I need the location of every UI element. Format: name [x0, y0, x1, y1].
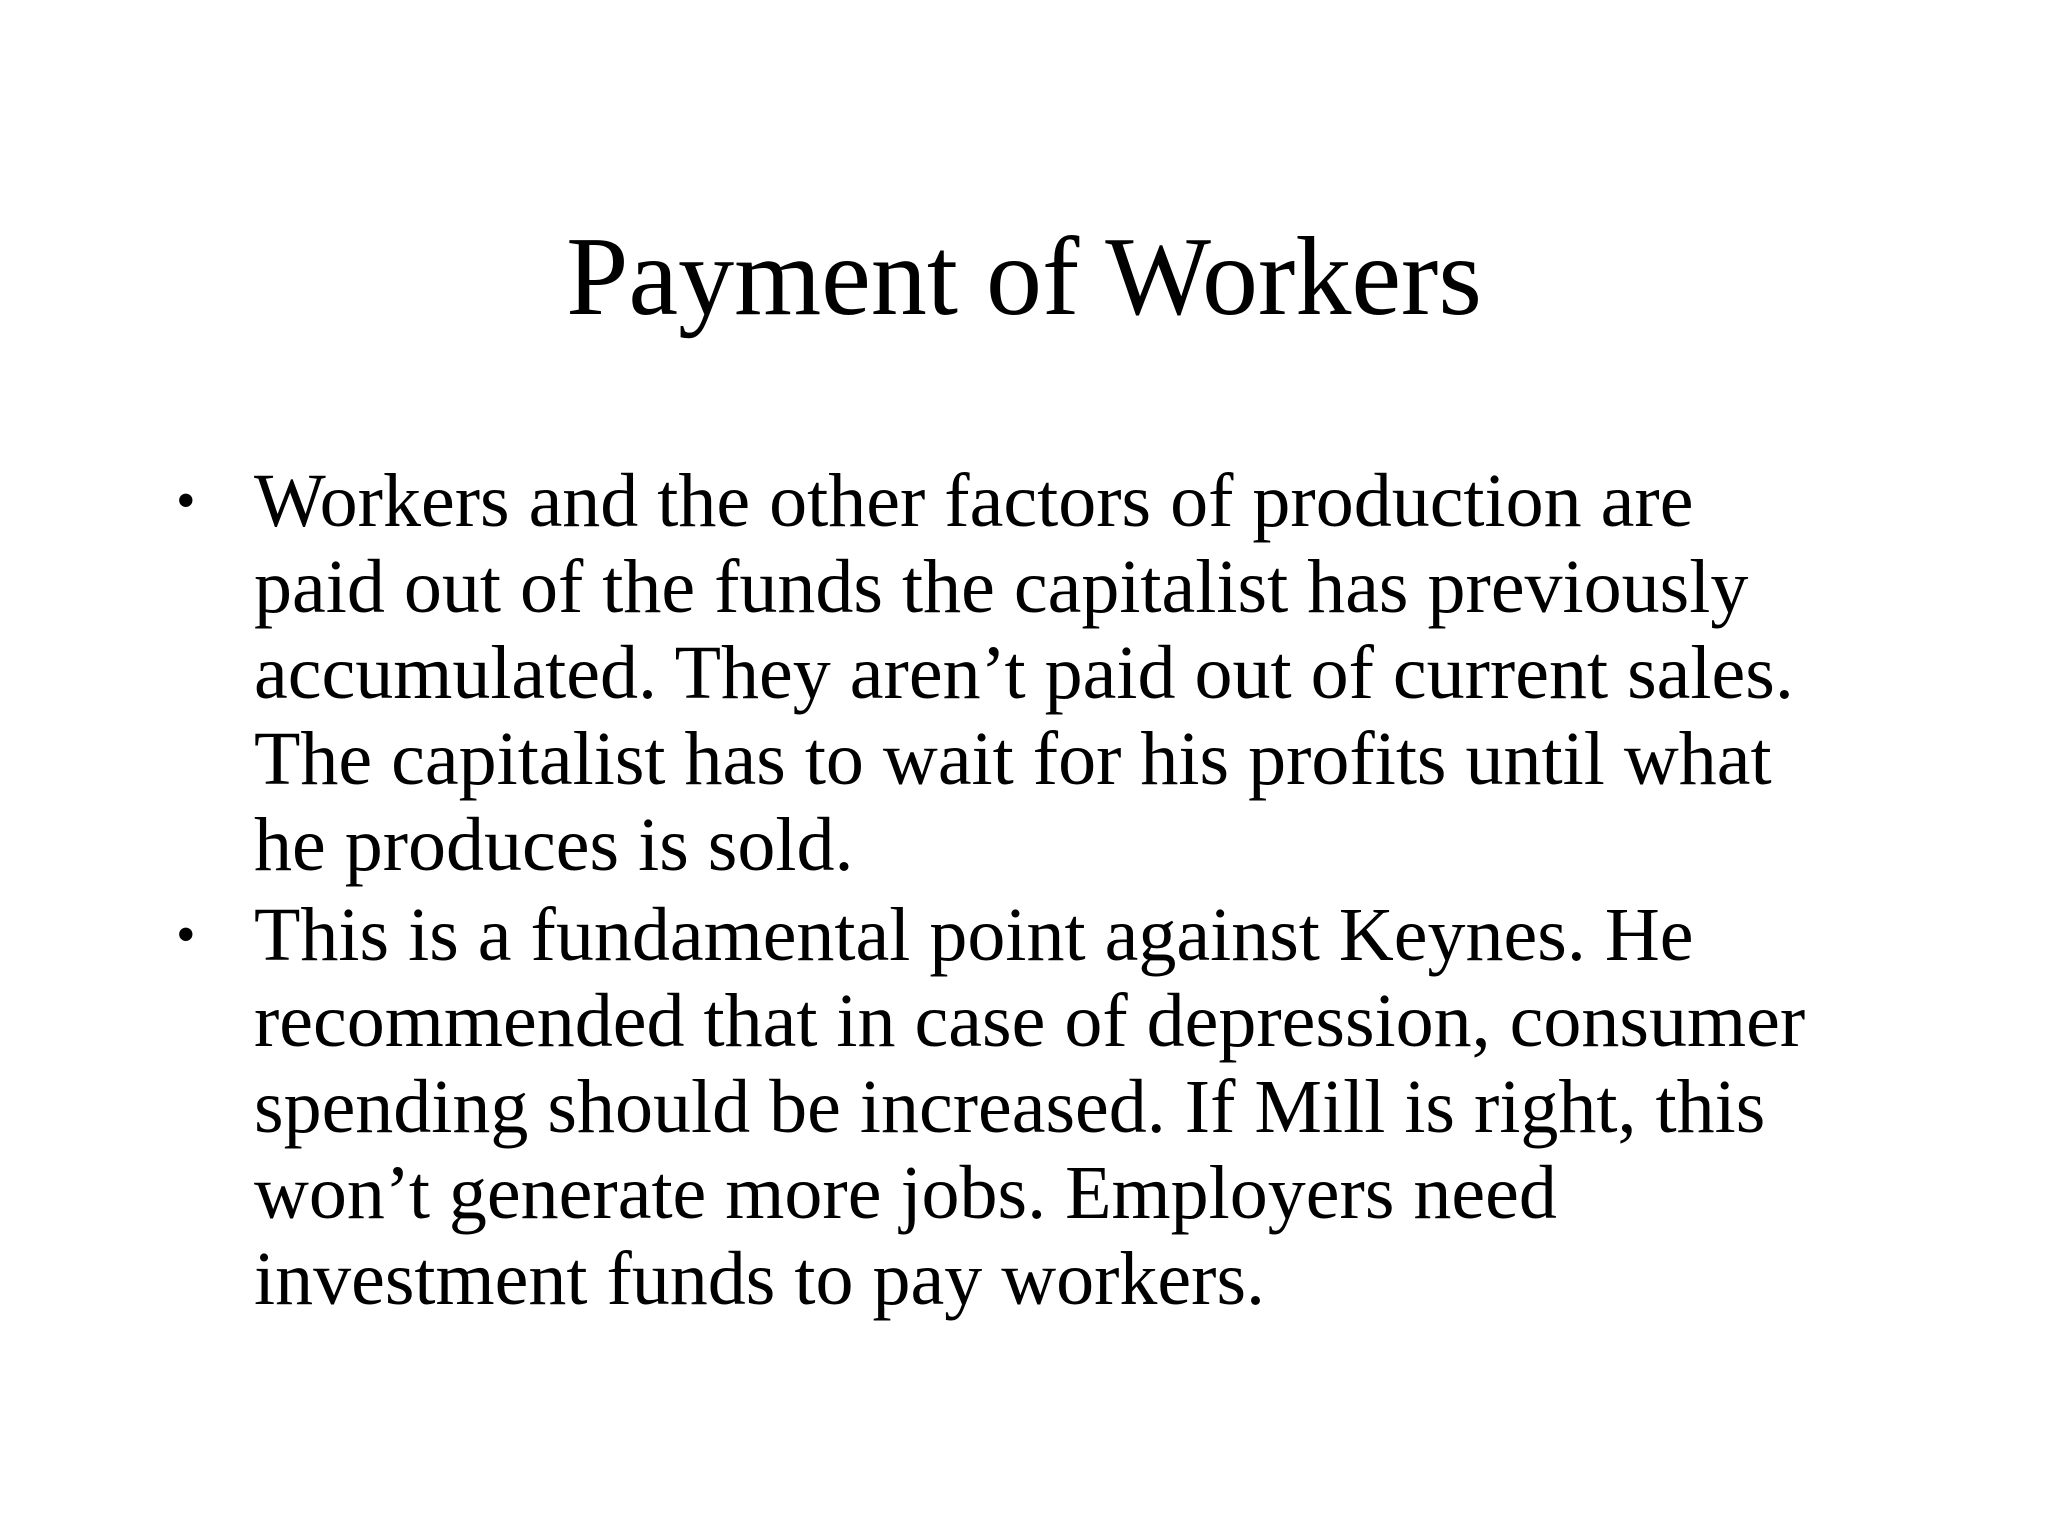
bullet-line: The capitalist has to wait for his profits until what: [254, 717, 1772, 801]
bullet-marker: •: [176, 904, 196, 966]
bullet-item: [170, 892, 1930, 1322]
bullet-line: recommended that in case of depression, consumer: [254, 979, 1806, 1063]
bullet-item: [170, 458, 1930, 888]
bullet-line: This is a fundamental point against Keynes. He: [254, 893, 1694, 977]
bullet-line: he produces is sold.: [254, 803, 854, 887]
bullet-line: paid out of the funds the capitalist has previously: [254, 545, 1749, 629]
bullet-line: won’t generate more jobs. Employers need: [254, 1151, 1557, 1235]
bullet-line: spending should be increased. If Mill is right, this: [254, 1065, 1766, 1149]
bullet-line: investment funds to pay workers.: [254, 1237, 1266, 1321]
bullet-list: [170, 458, 1930, 1326]
bullet-line: Workers and the other factors of production are: [254, 459, 1694, 543]
bullet-marker: •: [176, 470, 196, 532]
slide-title: Payment of Workers: [566, 215, 1482, 339]
bullet-line: accumulated. They aren’t paid out of current sales.: [254, 631, 1794, 715]
